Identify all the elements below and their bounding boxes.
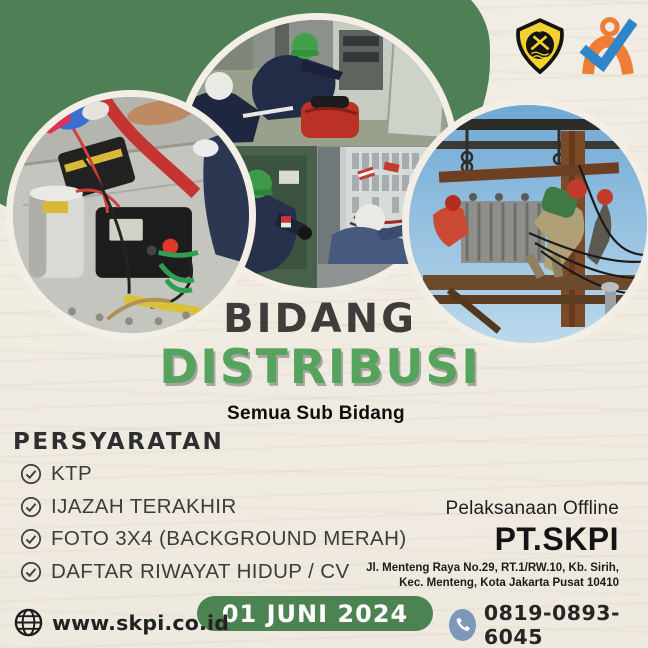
check-circle-icon xyxy=(20,463,42,485)
check-circle-icon xyxy=(20,561,42,583)
event-date-pill xyxy=(197,596,433,631)
person-checkmark-logo xyxy=(579,16,637,76)
phone-badge xyxy=(449,609,476,641)
check-circle-icon xyxy=(20,496,42,518)
website-url: www.skpi.co.id xyxy=(52,610,230,635)
requirement-label: DAFTAR RIWAYAT HIDUP / CV xyxy=(51,559,350,583)
requirement-label: IJAZAH TERAKHIR xyxy=(51,494,237,518)
address-line1: Jl. Menteng Raya No.29, RT.1/RW.10, Kb. Sirih, xyxy=(366,562,619,574)
poster-title-line1: BIDANG xyxy=(223,296,417,342)
esdm-ministry-logo xyxy=(513,18,567,74)
requirement-label: FOTO 3X4 (BACKGROUND MERAH) xyxy=(51,527,407,551)
event-info-block xyxy=(349,498,619,590)
phone-number: 0819-0893-6045 xyxy=(483,601,621,648)
event-date: 01 JUNI 2024 xyxy=(221,599,409,628)
poster-subtitle: Semua Sub Bidang xyxy=(227,403,405,424)
globe-icon xyxy=(13,607,44,638)
company-name: PT.SKPI xyxy=(494,521,619,557)
requirement-item xyxy=(20,458,407,491)
event-mode: Pelaksanaan Offline xyxy=(445,498,619,519)
phone-icon xyxy=(453,616,471,634)
phone-row xyxy=(449,601,648,648)
esdm-shield-icon xyxy=(513,18,567,74)
poster-title-line2: DISTRIBUSI xyxy=(159,340,481,395)
website-row xyxy=(13,607,229,638)
check-circle-icon xyxy=(20,528,42,550)
requirement-label: KTP xyxy=(51,462,93,486)
person-check-icon xyxy=(579,16,637,76)
requirements-heading: PERSYARATAN xyxy=(13,429,225,455)
address-line2: Kec. Menteng, Kota Jakarta Pusat 10410 xyxy=(399,576,619,589)
